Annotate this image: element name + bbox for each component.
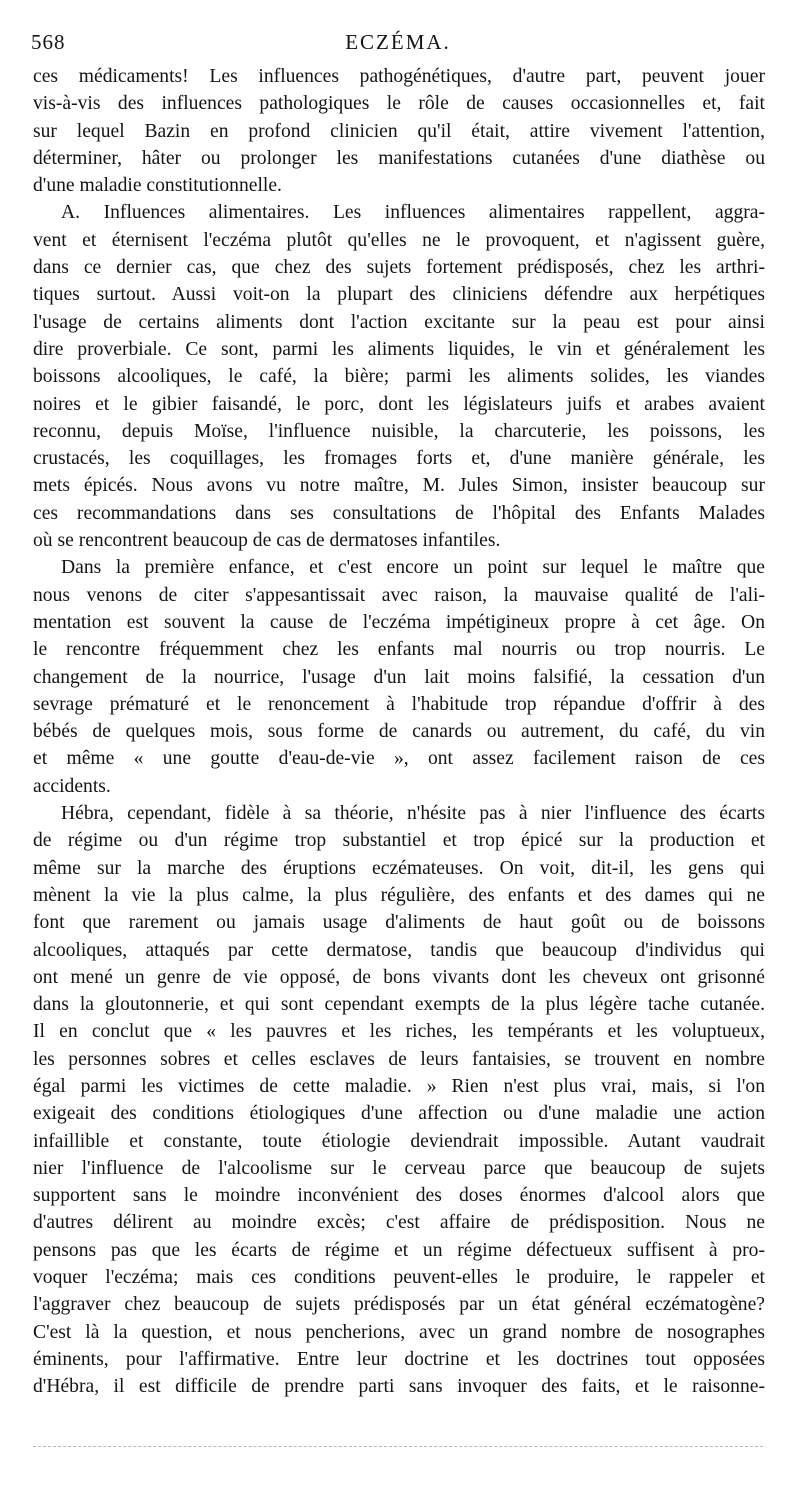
- section-heading-line: A. Influences alimentaires. Les influences alimentaires rappellent, aggra-: [61, 202, 765, 224]
- text-line: C'est là la question, et nous pencherions, avec un grand nombre de nosographes: [33, 1321, 765, 1343]
- text-line: égal parmi les victimes de cette maladie. » Rien n'est plus vrai, mais, si l'on: [33, 1075, 765, 1097]
- text-line: l'usage de certains aliments dont l'action excitante sur la peau est pour ainsi: [33, 311, 765, 333]
- running-head: ECZÉMA.: [345, 30, 451, 54]
- text-line: ces recommandations dans ses consultations de l'hôpital des Enfants Malades: [33, 502, 765, 524]
- text-line: sur lequel Bazin en profond clinicien qu'il était, attire vivement l'attention,: [33, 120, 765, 142]
- text-line: et même « une goutte d'eau-de-vie », ont assez facilement raison de ces: [33, 748, 765, 770]
- text-line: l'aggraver chez beaucoup de sujets prédisposés par un état général eczématogène?: [33, 1294, 765, 1316]
- text-line: déterminer, hâter ou prolonger les manifestations cutanées d'une diathèse ou: [33, 147, 765, 169]
- text-line: bébés de quelques mois, sous forme de canards ou autrement, du café, du vin: [33, 721, 765, 743]
- text-line: d'une maladie constitutionnelle.: [33, 175, 282, 197]
- text-line: nier l'influence de l'alcoolisme sur le cerveau parce que beaucoup de sujets: [33, 1157, 765, 1179]
- text-line: les personnes sobres et celles esclaves de leurs fantaisies, se trouvent en nombre: [33, 1048, 765, 1070]
- text-line: pensons pas que les écarts de régime et un régime défectueux suffisent à pro-: [33, 1239, 765, 1261]
- text-line: nous venons de citer s'appesantissait avec raison, la mauvaise qualité de l'ali-: [33, 584, 765, 606]
- text-line: dire proverbiale. Ce sont, parmi les aliments liquides, le vin et généralement les: [33, 338, 765, 360]
- text-line: reconnu, depuis Moïse, l'influence nuisible, la charcuterie, les poissons, les: [33, 420, 765, 442]
- text-line: vis-à-vis des influences pathologiques le rôle de causes occasionnelles et, fait: [33, 93, 765, 115]
- text-line: crustacés, les coquillages, les fromages forts et, d'une manière générale, les: [33, 448, 765, 470]
- text-line: mets épicés. Nous avons vu notre maître, M. Jules Simon, insister beaucoup sur: [33, 475, 765, 497]
- text-line: où se rencontrent beaucoup de cas de dermatoses infantiles.: [33, 530, 501, 552]
- text-line: boissons alcooliques, le café, la bière; parmi les aliments solides, les viandes: [33, 366, 765, 388]
- text-line: de régime ou d'un régime trop substantiel et trop épicé sur la production et: [33, 830, 765, 852]
- text-line: alcooliques, attaqués par cette dermatose, tandis que beaucoup d'individus qui: [33, 939, 765, 961]
- footer-divider: [33, 1446, 763, 1447]
- text-line: voquer l'eczéma; mais ces conditions peuvent-elles le produire, le rappeler et: [33, 1267, 765, 1289]
- text-line: font que rarement ou jamais usage d'aliments de haut goût ou de boissons: [33, 912, 765, 934]
- text-line: d'Hébra, il est difficile de prendre parti sans invoquer des faits, et le raisonne-: [33, 1376, 765, 1398]
- text-line: Hébra, cependant, fidèle à sa théorie, n'hésite pas à nier l'influence des écarts: [61, 803, 765, 825]
- text-line: infaillible et constante, toute étiologie deviendrait impossible. Autant vaudrait: [33, 1130, 765, 1152]
- text-line: changement de la nourrice, l'usage d'un lait moins falsifié, la cessation d'un: [33, 666, 765, 688]
- text-line: même sur la marche des éruptions eczémateuses. On voit, dit-il, les gens qui: [33, 857, 765, 879]
- text-line: noires et le gibier faisandé, le porc, dont les législateurs juifs et arabes avaient: [33, 393, 765, 415]
- text-line: dans la gloutonnerie, et qui sont cependant exempts de la plus légère tache cutanée.: [33, 994, 765, 1016]
- text-line: Il en conclut que « les pauvres et les riches, les tempérants et les voluptueux,: [33, 1021, 765, 1043]
- page-header: [31, 30, 765, 56]
- text-line: vent et éternisent l'eczéma plutôt qu'elles ne le provoquent, et n'agissent guère,: [33, 229, 765, 251]
- text-line: exigeait des conditions étiologiques d'une affection ou d'une maladie une action: [33, 1103, 765, 1125]
- text-line: d'autres délirent au moindre excès; c'est affaire de prédisposition. Nous ne: [33, 1212, 765, 1234]
- text-line: ont mené un genre de vie opposé, de bons vivants dont les cheveux ont grisonné: [33, 966, 765, 988]
- text-line: tiques surtout. Aussi voit-on la plupart des cliniciens défendre aux herpétiques: [33, 284, 765, 306]
- text-line: sevrage prématuré et le renoncement à l'habitude trop répandue d'offrir à des: [33, 693, 765, 715]
- text-line: mènent la vie la plus calme, la plus régulière, des enfants et des dames qui ne: [33, 884, 765, 906]
- text-line: supportent sans le moindre inconvénient des doses énormes d'alcool alors que: [33, 1185, 765, 1207]
- page-number: 568: [31, 30, 66, 54]
- text-line: Dans la première enfance, et c'est encore un point sur lequel le maître que: [61, 557, 765, 579]
- text-line: le rencontre fréquemment chez les enfants mal nourris ou trop nourris. Le: [33, 639, 765, 661]
- text-line: mentation est souvent la cause de l'eczéma impétigineux propre à cet âge. On: [33, 611, 765, 633]
- text-line: ces médicaments! Les influences pathogénétiques, d'autre part, peuvent jouer: [33, 66, 765, 87]
- text-line: éminents, pour l'affirmative. Entre leur doctrine et les doctrines tout opposées: [33, 1348, 765, 1370]
- text-line: accidents.: [33, 775, 111, 797]
- body-text: [33, 63, 765, 1401]
- text-line: dans ce dernier cas, que chez des sujets fortement prédisposés, chez les arthri-: [33, 257, 765, 279]
